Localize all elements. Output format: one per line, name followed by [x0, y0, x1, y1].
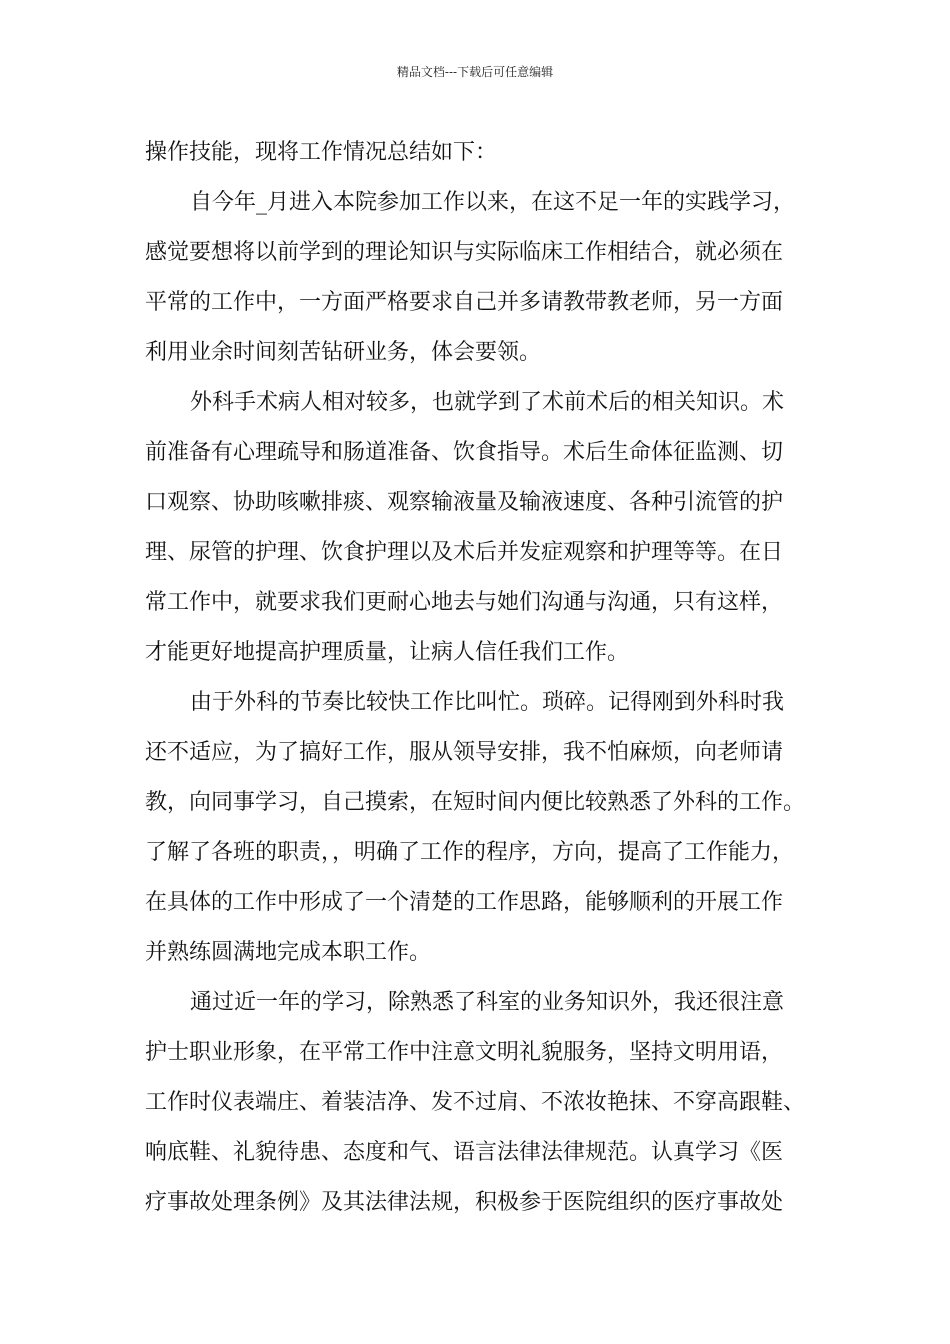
paragraph-start-line: 自今年_月进入本院参加工作以来，在这不足一年的实践学习， [190, 190, 796, 215]
text-line: 常工作中，就要求我们更耐心地去与她们沟通与沟通，只有这样， [145, 590, 784, 615]
text-line: 并熟练圆满地完成本职工作。 [145, 940, 432, 965]
text-line: 了解了各班的职责，，明确了工作的程序，方向，提高了工作能力， [145, 840, 795, 865]
paragraph-start-line: 通过近一年的学习，除熟悉了科室的业务知识外，我还很注意 [190, 990, 785, 1015]
document-body [145, 128, 821, 1228]
text-line: 前准备有心理疏导和肠道准备、饮食指导。术后生命体征监测、切 [145, 440, 784, 465]
text-line: 工作时仪表端庄、着装洁净、发不过肩、不浓妆艳抹、不穿高跟鞋、 [145, 1090, 806, 1115]
page-header: 精品文档---下载后可任意编辑 [396, 65, 554, 79]
text-line: 教，向同事学习，自己摸索，在短时间内便比较熟悉了外科的工作。 [145, 790, 806, 815]
text-line: 口观察、协助咳嗽排痰、观察输液量及输液速度、各种引流管的护 [145, 490, 784, 515]
text-line: 才能更好地提高护理质量，让病人信任我们工作。 [145, 640, 630, 665]
text-line: 感觉要想将以前学到的理论知识与实际临床工作相结合，就必须在 [145, 240, 784, 265]
text-line: 利用业余时间刻苦钻研业务，体会要领。 [145, 340, 542, 365]
paragraph-start-line: 由于外科的节奏比较快工作比叫忙。琐碎。记得刚到外科时我 [190, 690, 785, 715]
text-line: 疗事故处理条例》及其法律法规，积极参于医院组织的医疗事故处 [145, 1190, 784, 1215]
text-line: 还不适应，为了搞好工作，服从领导安排，我不怕麻烦，向老师请 [145, 740, 784, 765]
text-line: 理、尿管的护理、饮食护理以及术后并发症观察和护理等等。在日 [145, 540, 784, 565]
text-line: 操作技能，现将工作情况总结如下： [145, 140, 498, 165]
text-line: 在具体的工作中形成了一个清楚的工作思路，能够顺利的开展工作 [145, 890, 784, 915]
paragraph-start-line: 外科手术病人相对较多，也就学到了术前术后的相关知识。术 [190, 390, 785, 415]
text-line: 护士职业形象，在平常工作中注意文明礼貌服务，坚持文明用语， [145, 1040, 784, 1065]
text-line: 平常的工作中，一方面严格要求自己并多请教带教老师，另一方面 [145, 290, 784, 315]
text-line: 响底鞋、礼貌待患、态度和气、语言法律法律规范。认真学习《医 [145, 1140, 784, 1165]
